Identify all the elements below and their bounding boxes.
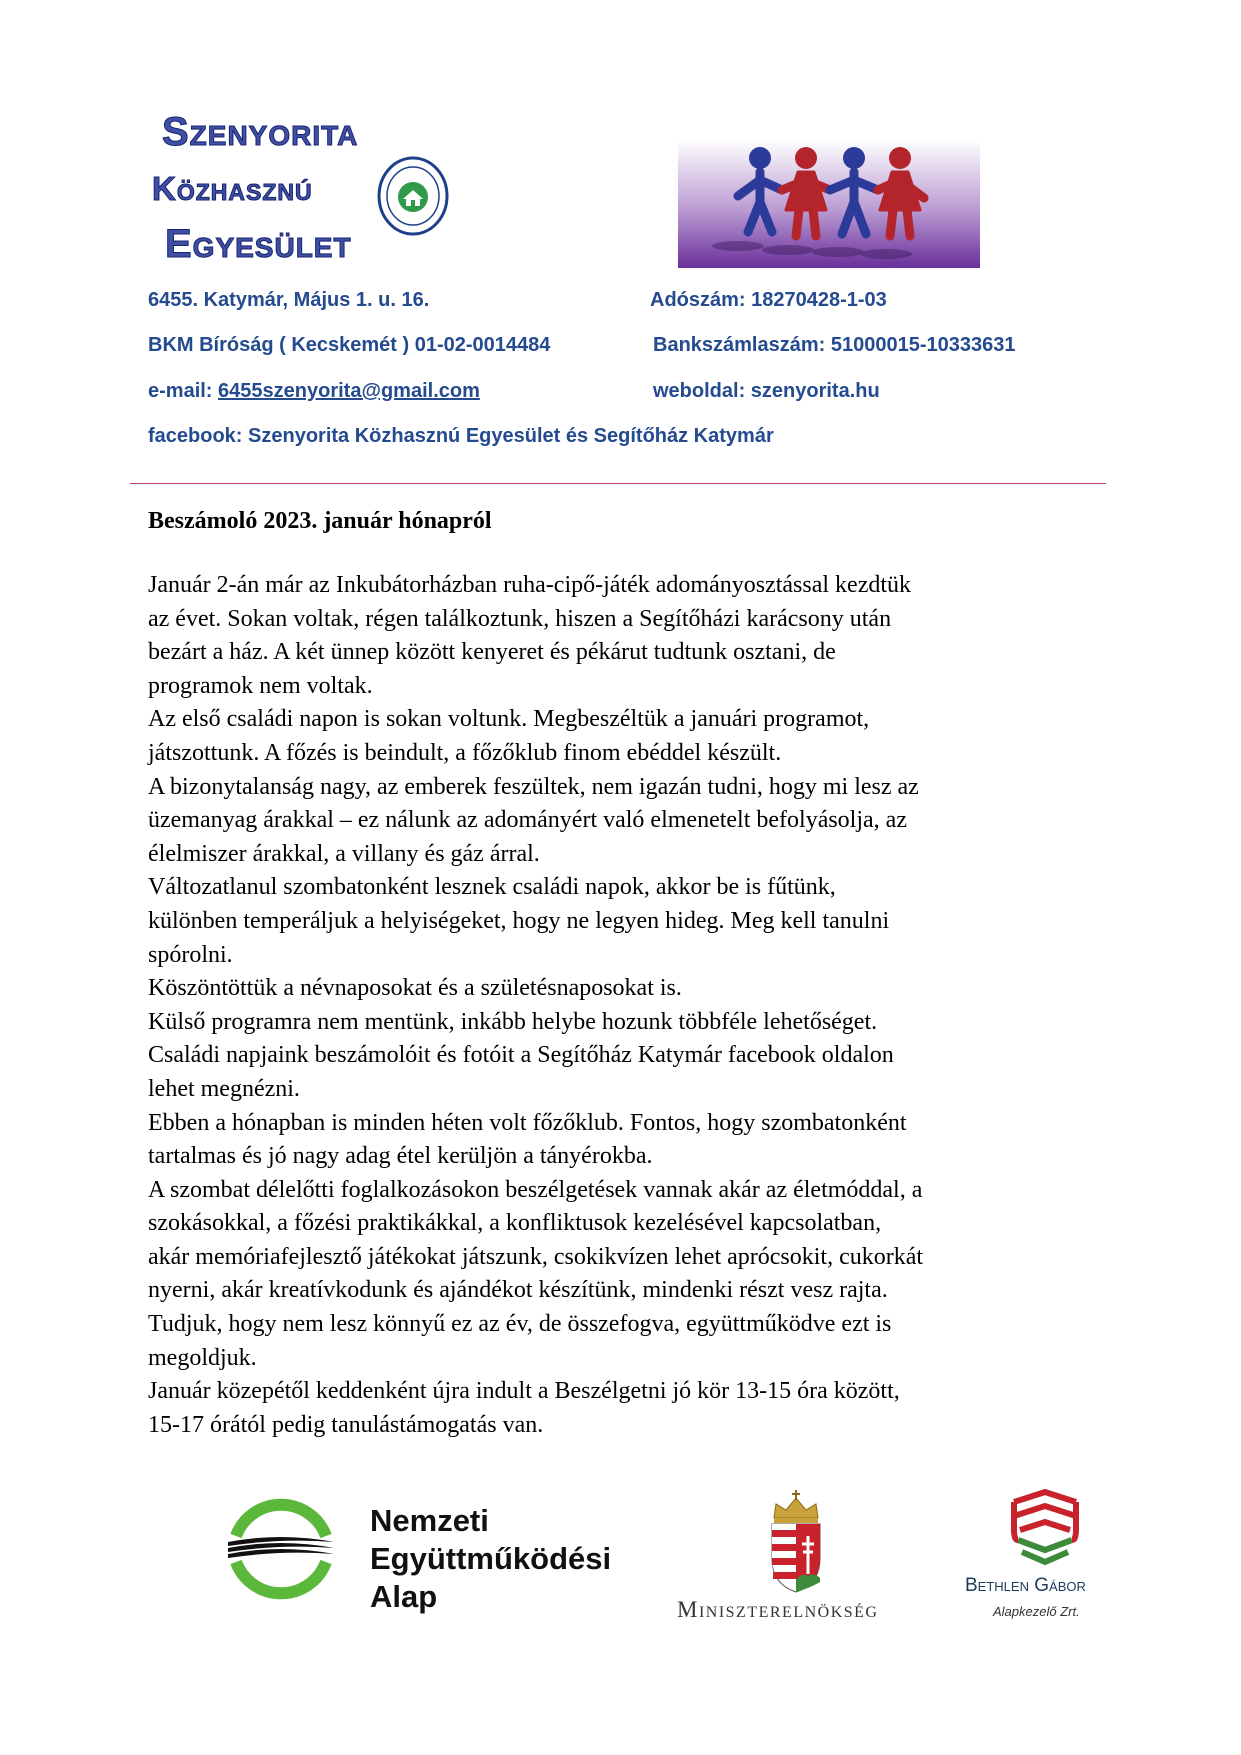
- body-line: élelmiszer árakkal, a villany és gáz árral.: [148, 840, 540, 867]
- nea-line-3: Alap: [370, 1579, 438, 1614]
- body-line: üzemanyag árakkal – ez nálunk az adományért való elmenetelt befolyásolja, az: [148, 807, 907, 834]
- body-line: Január 2-án már az Inkubátorházban ruha-cipő-játék adományosztással kezdtük: [148, 572, 912, 598]
- document-title: Beszámoló 2023. január hónapról: [148, 508, 492, 534]
- body-line: Január közepétől keddenként újra indult a Beszélgetni jó kör 13-15 óra között,: [148, 1378, 900, 1405]
- body-line: programok nem voltak.: [148, 672, 373, 699]
- body-line: szokásokkal, a főzési praktikákkal, a konfliktusok kezelésével kapcsolatban,: [148, 1210, 882, 1237]
- ministry-label: Miniszterelnökség: [677, 1597, 879, 1622]
- bethlen-label: Bethlen Gábor: [965, 1575, 1086, 1596]
- bank-account: Bankszámlaszám: 51000015-10333631: [653, 334, 1016, 356]
- body-line: Az első családi napon is sokan voltunk. Megbeszéltük a januári programot,: [148, 706, 870, 733]
- bethlen-logo-icon: [1010, 1488, 1080, 1568]
- body-line: Tudjuk, hogy nem lesz könnyű ez az év, de összefogva, együttműködve ezt is: [148, 1311, 892, 1338]
- document-body: [148, 569, 1108, 1442]
- facebook-line: facebook: Szenyorita Közhasznú Egyesület és Segítőház Katymár: [148, 425, 774, 447]
- website: weboldal: szenyorita.hu: [653, 380, 880, 402]
- body-line: játszottunk. A főzés is beindult, a főzőklub finom ebéddel készült.: [148, 739, 782, 766]
- body-line: nyerni, akár kreatívkodunk és ajándékot készítünk, mindenki részt vesz rajta.: [148, 1277, 888, 1304]
- body-line: Külső programra nem mentünk, inkább helybe hozunk többféle lehetőséget.: [148, 1008, 878, 1035]
- body-line: megoldjuk.: [148, 1344, 257, 1371]
- address: 6455. Katymár, Május 1. u. 16.: [148, 289, 430, 311]
- email-line: [148, 380, 480, 403]
- logo-line-3: Egyesület: [165, 222, 352, 266]
- body-line: spórolni.: [148, 941, 233, 968]
- body-line: az évet. Sokan voltak, régen találkoztunk, hiszen a Segítőházi karácsony után: [148, 605, 892, 632]
- body-line: különben temperáljuk a helyiségeket, hogy ne legyen hideg. Meg kell tanulni: [148, 907, 890, 934]
- coat-of-arms-icon: [766, 1488, 826, 1594]
- nea-line-2: Együttműködési: [370, 1541, 612, 1576]
- email-label: e-mail:: [148, 380, 219, 402]
- body-line: Változatlanul szombatonként lesznek családi napok, akkor be is fűtünk,: [148, 874, 836, 901]
- bethlen-sub-label: Alapkezelő Zrt.: [993, 1604, 1080, 1619]
- body-line: A bizonytalanság nagy, az emberek feszültek, nem igazán tudni, hogy mi lesz az: [148, 773, 919, 800]
- nea-logo-icon: [220, 1488, 342, 1610]
- body-line: 15-17 órától pedig tanulástámogatás van.: [148, 1411, 544, 1438]
- tax-id: Adószám: 18270428-1-03: [650, 289, 887, 311]
- logo-line-2: Közhasznú: [152, 170, 313, 207]
- court-registration: BKM Bíróság ( Kecskemét ) 01-02-0014484: [148, 334, 551, 356]
- header-divider: [130, 483, 1106, 484]
- body-line: lehet megnézni.: [148, 1075, 300, 1102]
- body-line: bezárt a ház. A két ünnep között kenyeret és pékárut tudtunk osztani, de: [148, 639, 836, 666]
- logo-line-1: Szenyorita: [162, 110, 359, 154]
- body-line: Családi napjaink beszámolóit és fotóit a Segítőház Katymár facebook oldalon: [148, 1042, 894, 1069]
- segitohaz-seal-icon: [372, 155, 454, 237]
- body-line: Köszöntöttük a névnaposokat és a születésnaposokat is.: [148, 975, 682, 1002]
- body-line: Ebben a hónapban is minden héten volt főzőklub. Fontos, hogy szombatonként: [148, 1109, 907, 1136]
- body-line: A szombat délelőtti foglalkozásokon beszélgetések vannak akár az életmóddal, a: [148, 1176, 923, 1203]
- body-line: akár memóriafejlesztő játékokat játszunk, csokikvízen lehet aprócsokit, cukorkát: [148, 1243, 924, 1270]
- email-link[interactable]: 6455szenyorita@gmail.com: [218, 380, 480, 402]
- body-line: tartalmas és jó nagy adag étel kerüljön a tányérokba.: [148, 1143, 653, 1170]
- people-chain-icon: [678, 140, 980, 268]
- nea-line-1: Nemzeti: [370, 1503, 489, 1538]
